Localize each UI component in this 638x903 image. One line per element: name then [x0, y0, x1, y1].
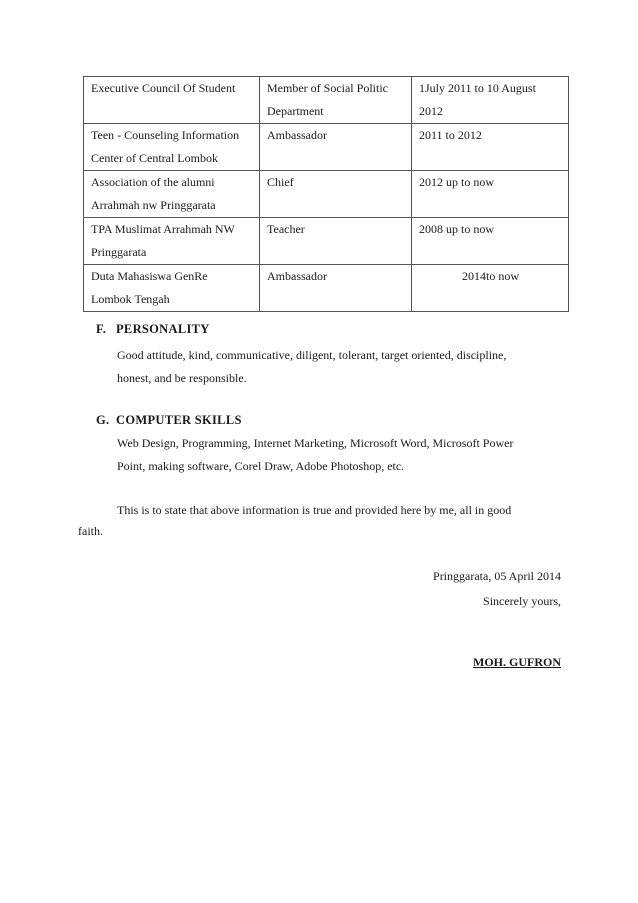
table-row: [84, 265, 569, 312]
table-row: [84, 218, 569, 265]
period-line: 1July 2011 to 10 August: [419, 81, 536, 95]
personality-text: [117, 344, 506, 390]
signature-name: MOH. GUFRON: [473, 655, 561, 669]
role-cell: [260, 218, 412, 265]
org-line: Association of the alumni: [91, 175, 215, 189]
table-row: [84, 124, 569, 171]
org-line: Lombok Tengah: [91, 292, 170, 306]
table-row: [84, 171, 569, 218]
computer-skills-heading: [96, 413, 242, 428]
period-cell: [412, 265, 569, 312]
role-line: Ambassador: [267, 128, 327, 142]
org-line: Duta Mahasiswa GenRe: [91, 269, 208, 283]
period-cell: [412, 171, 569, 218]
period-line: 2012: [419, 104, 443, 118]
role-cell: [260, 265, 412, 312]
org-line: Arrahmah nw Pringgarata: [91, 198, 216, 212]
org-line: Executive Council Of Student: [91, 81, 236, 95]
role-line: Member of Social Politic: [267, 81, 388, 95]
period-line: 2008 up to now: [419, 222, 494, 236]
role-line: Teacher: [267, 222, 305, 236]
org-line: TPA Muslimat Arrahmah NW: [91, 222, 235, 236]
role-line: Ambassador: [267, 269, 327, 283]
text-line: Good attitude, kind, communicative, diligent, tolerant, target oriented, discipline,: [117, 348, 507, 362]
org-line: Teen - Counseling Information: [91, 128, 240, 142]
text-line: Web Design, Programming, Internet Marketing, Microsoft Word, Microsoft Power: [117, 436, 514, 450]
section-title: COMPUTER SKILLS: [116, 413, 242, 427]
org-cell: [84, 218, 260, 265]
place-date: Pringgarata, 05 April 2014: [433, 569, 561, 583]
period-cell: [412, 77, 569, 124]
computer-skills-text: [117, 432, 513, 478]
org-cell: [84, 77, 260, 124]
role-line: Chief: [267, 175, 294, 189]
closing: Sincerely yours,: [483, 594, 561, 608]
org-cell: [84, 171, 260, 218]
declaration-statement: This is to state that above information is true and provided here by me, all in good: [117, 503, 512, 517]
table-row: [84, 77, 569, 124]
personality-heading: [96, 322, 210, 337]
text-line: honest, and be responsible.: [117, 371, 247, 385]
period-line: 2012 up to now: [419, 175, 494, 189]
role-line: Department: [267, 104, 324, 118]
period-cell: [412, 218, 569, 265]
text-line: Point, making software, Corel Draw, Adobe Photoshop, etc.: [117, 459, 405, 473]
section-letter: G.: [96, 413, 110, 427]
period-line: 2011 to 2012: [419, 128, 482, 142]
section-title: PERSONALITY: [116, 322, 210, 336]
org-line: Pringgarata: [91, 245, 147, 259]
role-cell: [260, 171, 412, 218]
role-cell: [260, 77, 412, 124]
declaration-statement-end: faith.: [78, 524, 103, 538]
section-letter: F.: [96, 322, 107, 336]
period-cell: [412, 124, 569, 171]
org-cell: [84, 124, 260, 171]
org-line: Center of Central Lombok: [91, 151, 218, 165]
period-line: 2014to now: [462, 269, 519, 283]
org-cell: [84, 265, 260, 312]
role-cell: [260, 124, 412, 171]
organization-table: [83, 76, 569, 312]
